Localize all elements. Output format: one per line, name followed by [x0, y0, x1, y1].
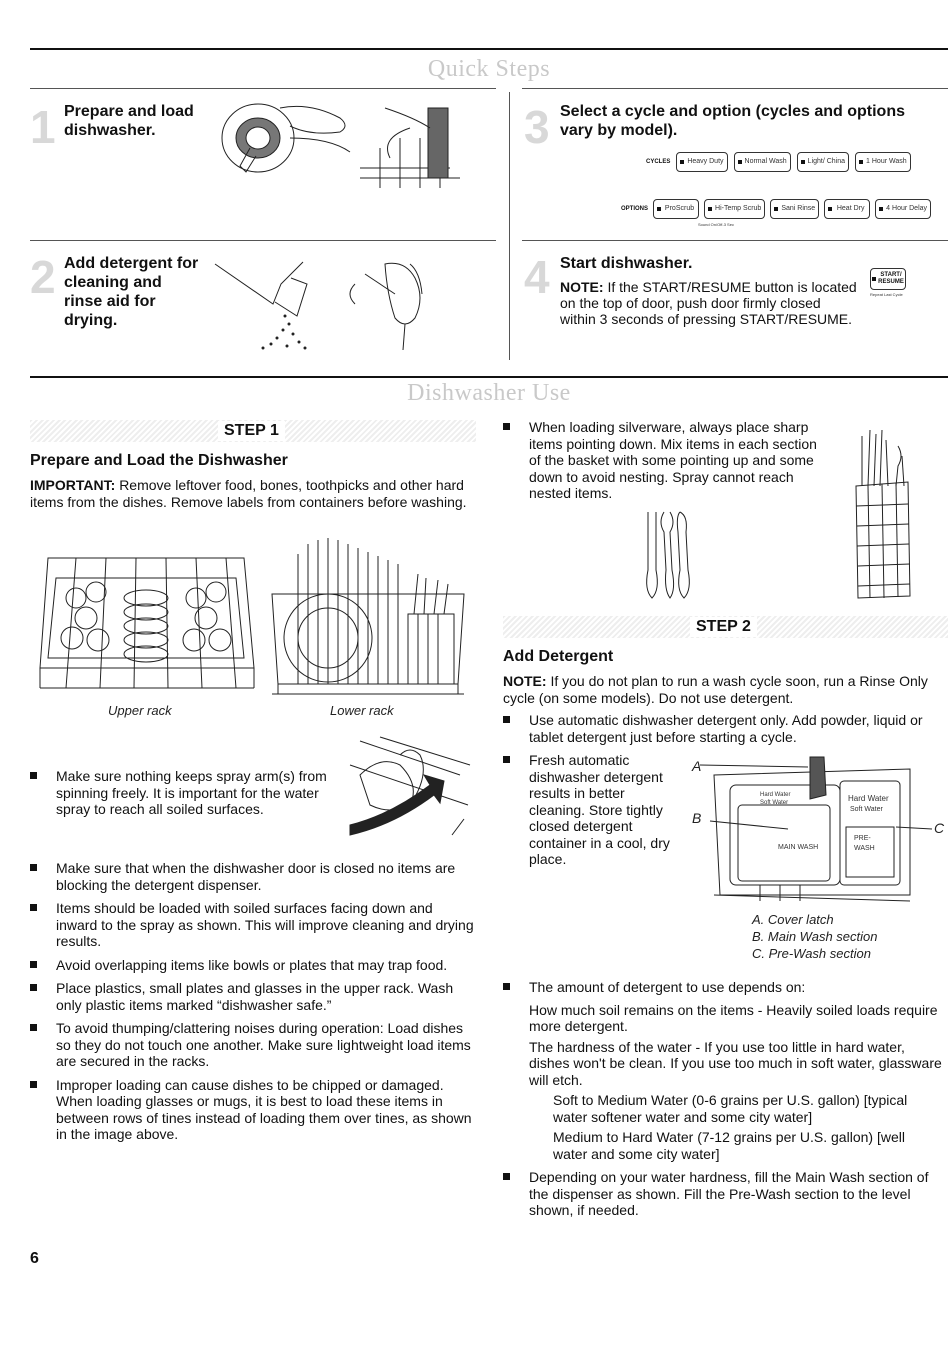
silverware-basket-illustration	[852, 426, 912, 602]
option-heat-dry-button[interactable]: Heat Dry	[824, 199, 870, 219]
lower-rack-caption: Lower rack	[330, 703, 394, 718]
cycle-heavy-duty-button[interactable]: Heavy Duty	[676, 152, 727, 172]
quick-steps-mid-left-rule	[30, 240, 496, 241]
indicator-light-icon	[680, 160, 684, 164]
option-proscrub-button[interactable]: ProScrub	[653, 199, 699, 219]
silverware-illustration	[640, 510, 700, 602]
dispenser-soft-water-label: Soft Water	[760, 800, 789, 806]
quick-step-1-title: Prepare and load dishwasher.	[64, 103, 194, 139]
option-sani-rinse-button[interactable]: Sani Rinse	[770, 199, 819, 219]
important-label: IMPORTANT:	[30, 477, 116, 493]
cycles-label: CYCLES	[646, 159, 671, 165]
bullet-improper-loading: Improper loading can cause dishes to be chipped or damaged. When loading glasses or mugs, it is best to load these items in between rows of tines instead of loading them over tines, as shown in the image above.	[30, 1077, 476, 1143]
top-rule	[30, 48, 948, 50]
indicator-light-icon	[801, 160, 805, 164]
detergent-dispenser-illustration	[700, 755, 915, 905]
callout-letter-b: B	[692, 810, 702, 826]
fresh-detergent-bullet-list	[503, 752, 683, 875]
bullet-silverware: When loading silverware, always place sharp items pointing down. Mix items in each section of the basket with some pointing up and some down to avoid nesting. Spray cannot reach nested items.	[503, 419, 828, 502]
soft-medium-water: Soft to Medium Water (0-6 grains per U.S. gallon) [typical water softener water and some city water]	[553, 1092, 908, 1125]
amount-bullet-list	[503, 979, 943, 1226]
spray-arm-illustration	[340, 735, 472, 845]
callout-letter-a: A	[692, 758, 702, 774]
cycle-light-china-button[interactable]: Light/ China	[797, 152, 849, 172]
bullet-spray-arm: Make sure nothing keeps spray arm(s) from spinning freely. It is important for the water spray to reach all soiled surfaces.	[30, 768, 350, 818]
bullet-plastics: Place plastics, small plates and glasses in the upper rack. Wash only plastic items marked “dishwasher safe.”	[30, 980, 476, 1013]
lower-rack-illustration	[268, 534, 468, 698]
step-2-heading: Add Detergent	[503, 648, 614, 665]
quick-step-4-note	[560, 279, 860, 327]
callout-cover-latch: A. Cover latch	[752, 912, 834, 927]
callout-main-wash: B. Main Wash section	[752, 929, 878, 944]
spray-arm-bullet-list	[30, 768, 350, 825]
indicator-light-icon	[828, 207, 832, 211]
dispenser-soft-water-label-right: Soft Water	[850, 806, 883, 813]
note-label: NOTE:	[560, 279, 604, 295]
step-1-label: STEP 1	[218, 421, 285, 441]
quick-step-3-title: Select a cycle and option (cycles and options vary by model).	[560, 103, 905, 139]
load-dishwasher-illustration	[210, 98, 470, 193]
upper-rack-caption: Upper rack	[108, 703, 172, 718]
bullet-noise: To avoid thumping/clattering noises during operation: Load dishes so they do not touch one another. Make sure lightweight load items are secured in the racks.	[30, 1020, 476, 1070]
cycle-normal-wash-button[interactable]: Normal Wash	[734, 152, 791, 172]
bullet-soiled-surfaces: Items should be loaded with soiled surfaces facing down and inward to the spray as shown. This will improve cleaning and drying results.	[30, 900, 476, 950]
dispenser-pre-wash-label: PRE- WASH	[854, 835, 875, 852]
dispenser-hard-water-label-right: Hard Water	[848, 794, 889, 803]
start-resume-button[interactable]: START/ RESUME	[870, 268, 906, 290]
amount-soil: How much soil remains on the items - Heavily soiled loads require more detergent.	[529, 1001, 938, 1034]
callout-letter-c: C	[934, 820, 945, 836]
cycles-panel	[646, 152, 911, 172]
dishwasher-use-title: Dishwasher Use	[407, 380, 571, 406]
indicator-light-icon	[879, 207, 883, 211]
dispenser-main-wash-label: MAIN WASH	[778, 844, 819, 851]
important-text: Remove leftover food, bones, toothpicks and other hard items from the dishes. Remove labels from containers before washing.	[30, 477, 467, 510]
step-1-heading: Prepare and Load the Dishwasher	[30, 452, 288, 469]
quick-steps-left-rule	[30, 88, 496, 89]
options-sub-label: Sound On/Off-3 Sec	[698, 222, 734, 227]
quick-step-4-number: 4	[524, 251, 550, 303]
options-panel	[621, 199, 931, 219]
quick-step-2-number: 2	[30, 251, 56, 303]
amount-hardness: The hardness of the water - If you use too little in hard water, dishes won't be clean. If you use too much in soft water, glassware will etch.	[529, 1038, 942, 1088]
quick-steps-mid-right-rule	[522, 240, 948, 241]
medium-hard-water: Medium to Hard Water (7-12 grains per U.S. gallon) [well water and some city water]	[553, 1129, 905, 1162]
bullet-fresh-detergent: Fresh automatic dishwasher detergent results in better cleaning. Store tightly closed detergent container in a cool, dry place.	[503, 752, 683, 868]
options-label: OPTIONS	[621, 206, 649, 212]
indicator-light-icon	[859, 160, 863, 164]
indicator-light-icon	[774, 207, 778, 211]
bullet-fill-main-wash: Depending on your water hardness, fill the Main Wash section of the dispenser as shown. Fill the Pre-Wash section to the level shown, if needed.	[503, 1169, 943, 1219]
detergent-bullet-list	[503, 712, 943, 752]
amount-intro: The amount of detergent to use depends on:	[529, 979, 806, 995]
step-2-note	[503, 673, 943, 706]
bullet-detergent-dispenser: Make sure that when the dishwasher door is closed no items are blocking the detergent dispenser.	[30, 860, 476, 893]
quick-step-1-number: 1	[30, 101, 56, 153]
callout-pre-wash: C. Pre-Wash section	[752, 946, 871, 961]
silverware-bullet-list	[503, 419, 828, 509]
indicator-light-icon	[657, 207, 661, 211]
bullet-overlapping: Avoid overlapping items like bowls or plates that may trap food.	[30, 957, 476, 974]
note-text: If the START/RESUME button is located on the top of door, push door firmly closed within 3 seconds of pressing START/RESUME.	[560, 279, 857, 327]
step-2-label: STEP 2	[690, 617, 757, 637]
option-4-hour-delay-button[interactable]: 4 Hour Delay	[875, 199, 931, 219]
indicator-light-icon	[872, 277, 876, 281]
upper-rack-illustration	[36, 548, 256, 698]
step-2-note-label: NOTE:	[503, 673, 547, 689]
dishwasher-use-rule	[30, 376, 948, 378]
indicator-light-icon	[738, 160, 742, 164]
quick-step-2-title: Add detergent for cleaning and rinse aid for drying.	[64, 255, 199, 329]
indicator-light-icon	[708, 207, 712, 211]
option-hi-temp-scrub-button[interactable]: Hi-Temp Scrub	[704, 199, 765, 219]
bullet-amount	[503, 979, 943, 1162]
start-resume-sub-label: Repeat Last Cycle	[870, 292, 903, 297]
important-paragraph	[30, 477, 476, 510]
add-detergent-illustration	[215, 254, 445, 354]
quick-steps-right-rule	[522, 88, 948, 89]
bullet-use-automatic-detergent: Use automatic dishwasher detergent only. Add powder, liquid or tablet detergent just before starting a cycle.	[503, 712, 943, 745]
quick-steps-divider	[509, 92, 510, 360]
step-2-note-text: If you do not plan to run a wash cycle soon, run a Rinse Only cycle (on some models). Do not use detergent.	[503, 673, 928, 706]
step-1-bullet-list	[30, 860, 476, 1150]
cycle-1-hour-wash-button[interactable]: 1 Hour Wash	[855, 152, 911, 172]
quick-steps-title: Quick Steps	[427, 56, 551, 82]
quick-step-3-number: 3	[524, 101, 550, 153]
dispenser-hard-water-label: Hard Water	[760, 792, 791, 798]
quick-step-4-title: Start dishwasher.	[560, 255, 693, 272]
page-number: 6	[30, 1250, 39, 1267]
